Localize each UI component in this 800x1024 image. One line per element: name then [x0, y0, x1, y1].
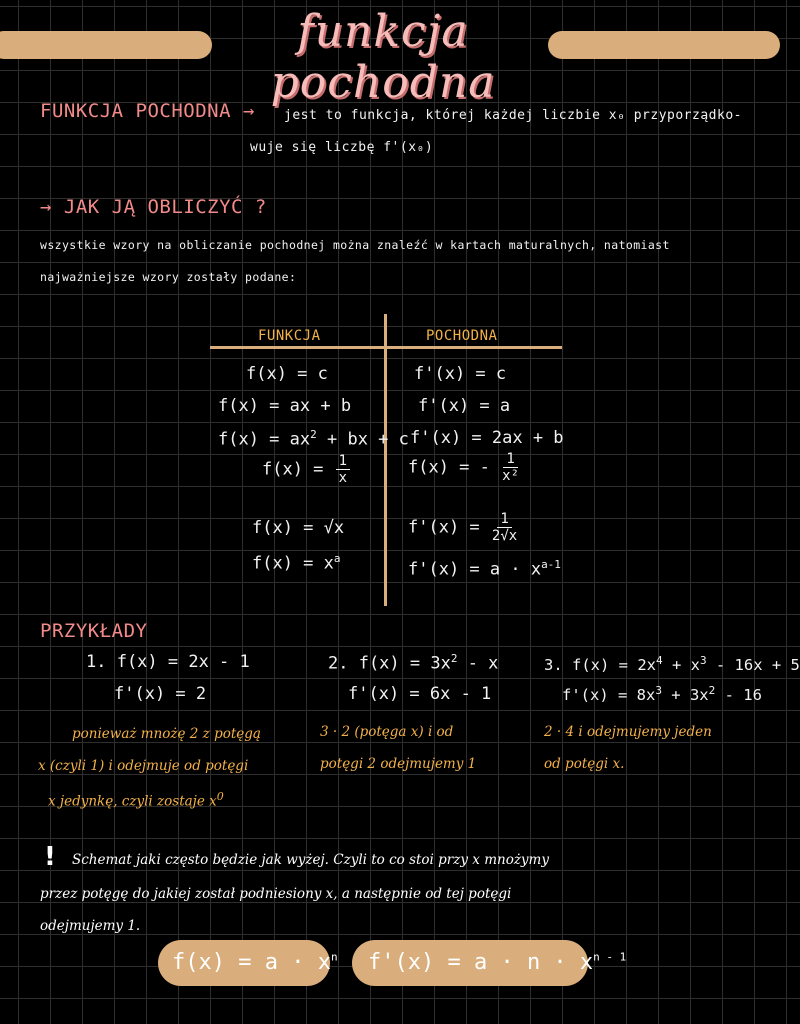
derivative-power-exponent: a-1	[541, 558, 561, 571]
derivative-sqrt-fraction	[492, 512, 517, 543]
function-quadratic	[218, 428, 409, 450]
example-1-derivative: f'(x) = 2	[114, 684, 207, 704]
fraction-numerator: 1	[497, 512, 511, 528]
derivative-sqrt	[408, 512, 519, 543]
summary-line-1: Schemat jaki często będzie jak wyżej. Czyli to co stoi przy x mnożymy	[72, 852, 549, 868]
general-derivative-base: f'(x) = a · n · x	[368, 950, 594, 975]
page-title: funkcja pochodna	[270, 6, 496, 108]
function-reciprocal	[262, 454, 352, 485]
example-3-function-b: + x	[662, 656, 700, 675]
derivative-linear: f'(x) = a	[418, 396, 511, 416]
general-function-formula	[172, 950, 338, 975]
derivative-power-base: f'(x) = a · x	[408, 559, 542, 580]
derivative-quadratic: f'(x) = 2ax + b	[410, 428, 564, 448]
function-power-exponent: a	[333, 552, 341, 565]
function-sqrt: f(x) = √x	[252, 518, 345, 538]
definition-term-text: FUNKCJA POCHODNA	[40, 100, 232, 122]
function-quadratic-part-a: f(x) = ax	[218, 429, 311, 450]
fraction-numerator: 1	[336, 454, 350, 470]
example-2-function	[328, 652, 498, 674]
derivative-constant: f'(x) = c	[414, 364, 507, 384]
summary-line-3: odejmujemy 1.	[40, 918, 141, 934]
example-3-function-exponent-1: 4	[655, 654, 663, 667]
function-linear: f(x) = ax + b	[218, 396, 352, 416]
general-function-base: f(x) = a · x	[172, 950, 331, 975]
example-1-note-3	[48, 790, 224, 810]
example-1-note-1: ponieważ mnożę 2 z potęgą	[72, 726, 261, 742]
example-3-derivative-c: - 16	[715, 686, 762, 705]
example-1-note-3-exponent: 0	[216, 790, 224, 803]
fraction-denominator: x	[338, 470, 348, 486]
title-decoration-right	[548, 31, 780, 59]
example-1-note-3-text: x jedynkę, czyli zostaje x	[48, 793, 217, 810]
example-2-note-2: potęgi 2 odejmujemy 1	[320, 756, 477, 772]
function-power	[252, 552, 341, 574]
function-quadratic-part-b: + bx + c	[316, 429, 409, 450]
how-line-2: najważniejsze wzory zostały podane:	[40, 270, 297, 284]
general-derivative-exponent: n - 1	[593, 950, 627, 964]
example-3-derivative-a: f'(x) = 8x	[562, 686, 656, 705]
example-3-function-c: - 16x + 5	[706, 656, 800, 675]
derivative-sqrt-prefix: f'(x) =	[408, 517, 480, 538]
example-2-derivative: f'(x) = 6x - 1	[348, 684, 492, 704]
how-heading: → JAK JĄ OBLICZYĆ ?	[40, 196, 267, 218]
example-3-note-1: 2 · 4 i odejmujemy jeden	[544, 724, 712, 740]
examples-heading: PRZYKŁADY	[40, 620, 148, 642]
example-3-derivative	[562, 684, 762, 704]
arrow-icon: →	[242, 100, 255, 122]
derivative-reciprocal-fraction	[502, 452, 519, 483]
example-2-note-1: 3 · 2 (potęga x) i od	[320, 724, 454, 740]
example-3-function	[544, 654, 800, 674]
example-2-function-b: - x	[457, 653, 499, 674]
function-quadratic-exponent: 2	[310, 428, 317, 441]
example-3-function-exponent-2: 3	[699, 654, 707, 667]
fraction-numerator: 1	[503, 452, 517, 468]
table-divider-vertical	[384, 314, 387, 606]
definition-term	[40, 100, 255, 122]
derivative-power	[408, 558, 561, 580]
exclamation-icon: !	[44, 842, 56, 872]
general-derivative-formula	[368, 950, 626, 975]
example-3-derivative-exponent-1: 3	[655, 684, 662, 697]
example-3-derivative-exponent-2: 2	[708, 684, 716, 697]
how-line-1: wszystkie wzory na obliczanie pochodnej można znaleźć w kartach maturalnych, natomiast	[40, 238, 670, 252]
derivative-reciprocal	[408, 452, 521, 483]
function-constant: f(x) = c	[246, 364, 328, 384]
example-3-note-2: od potęgi x.	[544, 756, 625, 772]
derivative-reciprocal-prefix: f(x) = -	[408, 457, 490, 478]
fraction-denominator: x²	[502, 468, 519, 484]
general-function-exponent: n	[330, 950, 338, 964]
example-2-function-exponent: 2	[450, 652, 458, 665]
table-divider-horizontal	[210, 346, 562, 349]
example-1-function: 1. f(x) = 2x - 1	[86, 652, 250, 672]
title-decoration-left	[0, 31, 212, 59]
summary-line-2: przez potęgę do jakiej został podniesiony x, a następnie od tej potęgi	[40, 886, 512, 902]
table-header-function: FUNKCJA	[258, 328, 321, 344]
function-reciprocal-fraction	[336, 454, 350, 485]
example-3-function-a: 3. f(x) = 2x	[544, 656, 656, 675]
definition-line-1: jest to funkcja, której każdej liczbie x₀ przyporządko-	[284, 108, 742, 123]
example-3-derivative-b: + 3x	[661, 686, 709, 705]
function-reciprocal-prefix: f(x) =	[262, 459, 324, 480]
example-2-function-a: 2. f(x) = 3x	[328, 653, 451, 674]
function-power-base: f(x) = x	[252, 553, 334, 574]
fraction-denominator: 2√x	[491, 528, 518, 544]
table-header-derivative: POCHODNA	[426, 328, 498, 344]
definition-line-2: wuje się liczbę f'(x₀)	[250, 140, 434, 155]
example-1-note-2: x (czyli 1) i odejmuje od potęgi	[38, 758, 249, 774]
